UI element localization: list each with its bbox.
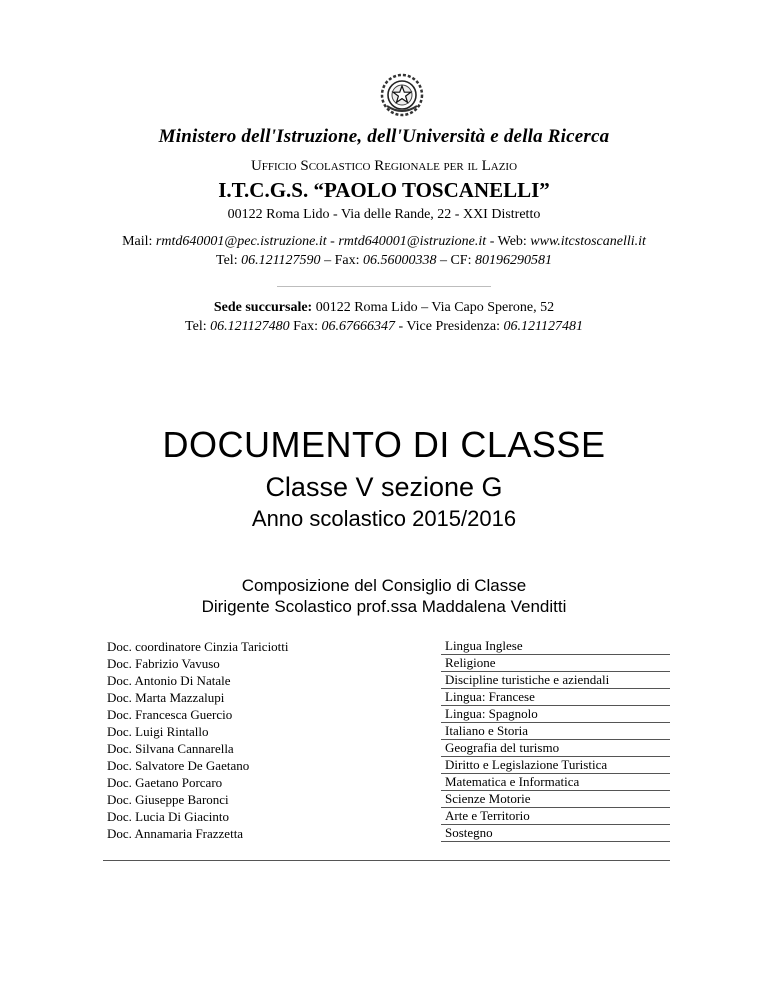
teacher-cell: Doc. Annamaria Frazzetta — [107, 825, 244, 841]
school-address: 00122 Roma Lido - Via delle Rande, 22 - XXI Distretto — [227, 207, 541, 222]
document-title: DOCUMENTO DI CLASSE — [162, 424, 606, 465]
school-year: Anno scolastico 2015/2016 — [251, 506, 517, 531]
phone-line — [0, 253, 768, 269]
cf-label: – CF: — [436, 253, 475, 268]
table-row — [103, 655, 670, 672]
subject-cell: Lingua: Francese — [441, 689, 670, 706]
sede-label: Sede succursale: — [213, 300, 313, 315]
teacher-cell: Doc. Gaetano Porcaro — [107, 774, 223, 790]
table-row — [103, 791, 670, 808]
subject-cell: Sostegno — [441, 825, 670, 842]
class-subtitle: Classe V sezione G — [265, 472, 503, 502]
sede-address: 00122 Roma Lido – Via Capo Sperone, 52 — [312, 300, 555, 315]
vice-label: - Vice Presidenza: — [394, 319, 504, 334]
sede-line — [0, 300, 768, 316]
teacher-cell: Doc. Giuseppe Baronci — [107, 791, 229, 807]
table-row — [103, 638, 670, 655]
subject-cell: Scienze Motorie — [441, 791, 670, 808]
table-row — [103, 723, 670, 740]
table-row — [103, 774, 670, 791]
table-row — [103, 740, 670, 757]
cf-number: 80196290581 — [474, 253, 552, 268]
website: www.itcstoscanelli.it — [530, 234, 646, 249]
ufficio-scolastico: Ufficio Scolastico Regionale per il Lazio — [250, 158, 518, 174]
teacher-cell: Doc. Marta Mazzalupi — [107, 689, 225, 705]
subject-cell: Geografia del turismo — [441, 740, 670, 757]
mail-label: Mail: — [122, 234, 156, 249]
sede-tel-label: Tel: — [185, 319, 211, 334]
dirigente-line: Dirigente Scolastico prof.ssa Maddalena Venditti — [201, 597, 567, 616]
fax-number: 06.56000338 — [362, 253, 437, 268]
subject-cell: Arte e Territorio — [441, 808, 670, 825]
table-row-empty — [103, 842, 670, 861]
email: rmtd640001@istruzione.it — [338, 234, 487, 249]
teacher-cell: Doc. Lucia Di Giacinto — [107, 808, 230, 824]
tel-label: Tel: — [216, 253, 242, 268]
teacher-cell: Doc. coordinatore Cinzia Tariciotti — [107, 638, 289, 654]
divider — [277, 286, 491, 287]
sede-phone-line — [0, 319, 768, 335]
subject-cell: Matematica e Informatica — [441, 774, 670, 791]
vice-number: 06.121127481 — [503, 319, 583, 334]
teacher-cell: Doc. Salvatore De Gaetano — [107, 757, 250, 773]
teacher-cell: Doc. Luigi Rintallo — [107, 723, 209, 739]
teacher-cell: Doc. Fabrizio Vavuso — [107, 655, 220, 671]
table-row — [103, 757, 670, 774]
fax-label: – Fax: — [320, 253, 363, 268]
subject-cell: Lingua: Spagnolo — [441, 706, 670, 723]
sede-tel-number: 06.121127480 — [210, 319, 290, 334]
table-row — [103, 825, 670, 842]
teacher-cell: Doc. Antonio Di Natale — [107, 672, 231, 688]
table-row — [103, 706, 670, 723]
teacher-cell: Doc. Francesca Guercio — [107, 706, 233, 722]
subject-cell: Diritto e Legislazione Turistica — [441, 757, 670, 774]
council-heading: Composizione del Consiglio di Classe — [241, 576, 527, 595]
subject-cell: Discipline turistiche e aziendali — [441, 672, 670, 689]
sede-fax-label: Fax: — [289, 319, 322, 334]
council-table — [103, 638, 670, 861]
empty-cell — [441, 842, 670, 861]
contact-line — [0, 234, 768, 250]
table-row — [103, 689, 670, 706]
subject-cell: Lingua Inglese — [441, 638, 670, 655]
subject-cell: Italiano e Storia — [441, 723, 670, 740]
web-label: - Web: — [486, 234, 531, 249]
republic-emblem-icon — [379, 72, 425, 118]
tel-number: 06.121127590 — [241, 253, 321, 268]
table-row — [103, 672, 670, 689]
empty-cell — [103, 842, 441, 861]
subject-cell: Religione — [441, 655, 670, 672]
mail-separator: - — [326, 234, 339, 249]
teacher-cell: Doc. Silvana Cannarella — [107, 740, 234, 756]
sede-fax-number: 06.67666347 — [321, 319, 395, 334]
pec-email: rmtd640001@pec.istruzione.it — [155, 234, 327, 249]
table-row — [103, 808, 670, 825]
ministero-heading: Ministero dell'Istruzione, dell'Università e della Ricerca — [158, 126, 610, 147]
school-name: I.T.C.G.S. “PAOLO TOSCANELLI” — [218, 178, 550, 202]
